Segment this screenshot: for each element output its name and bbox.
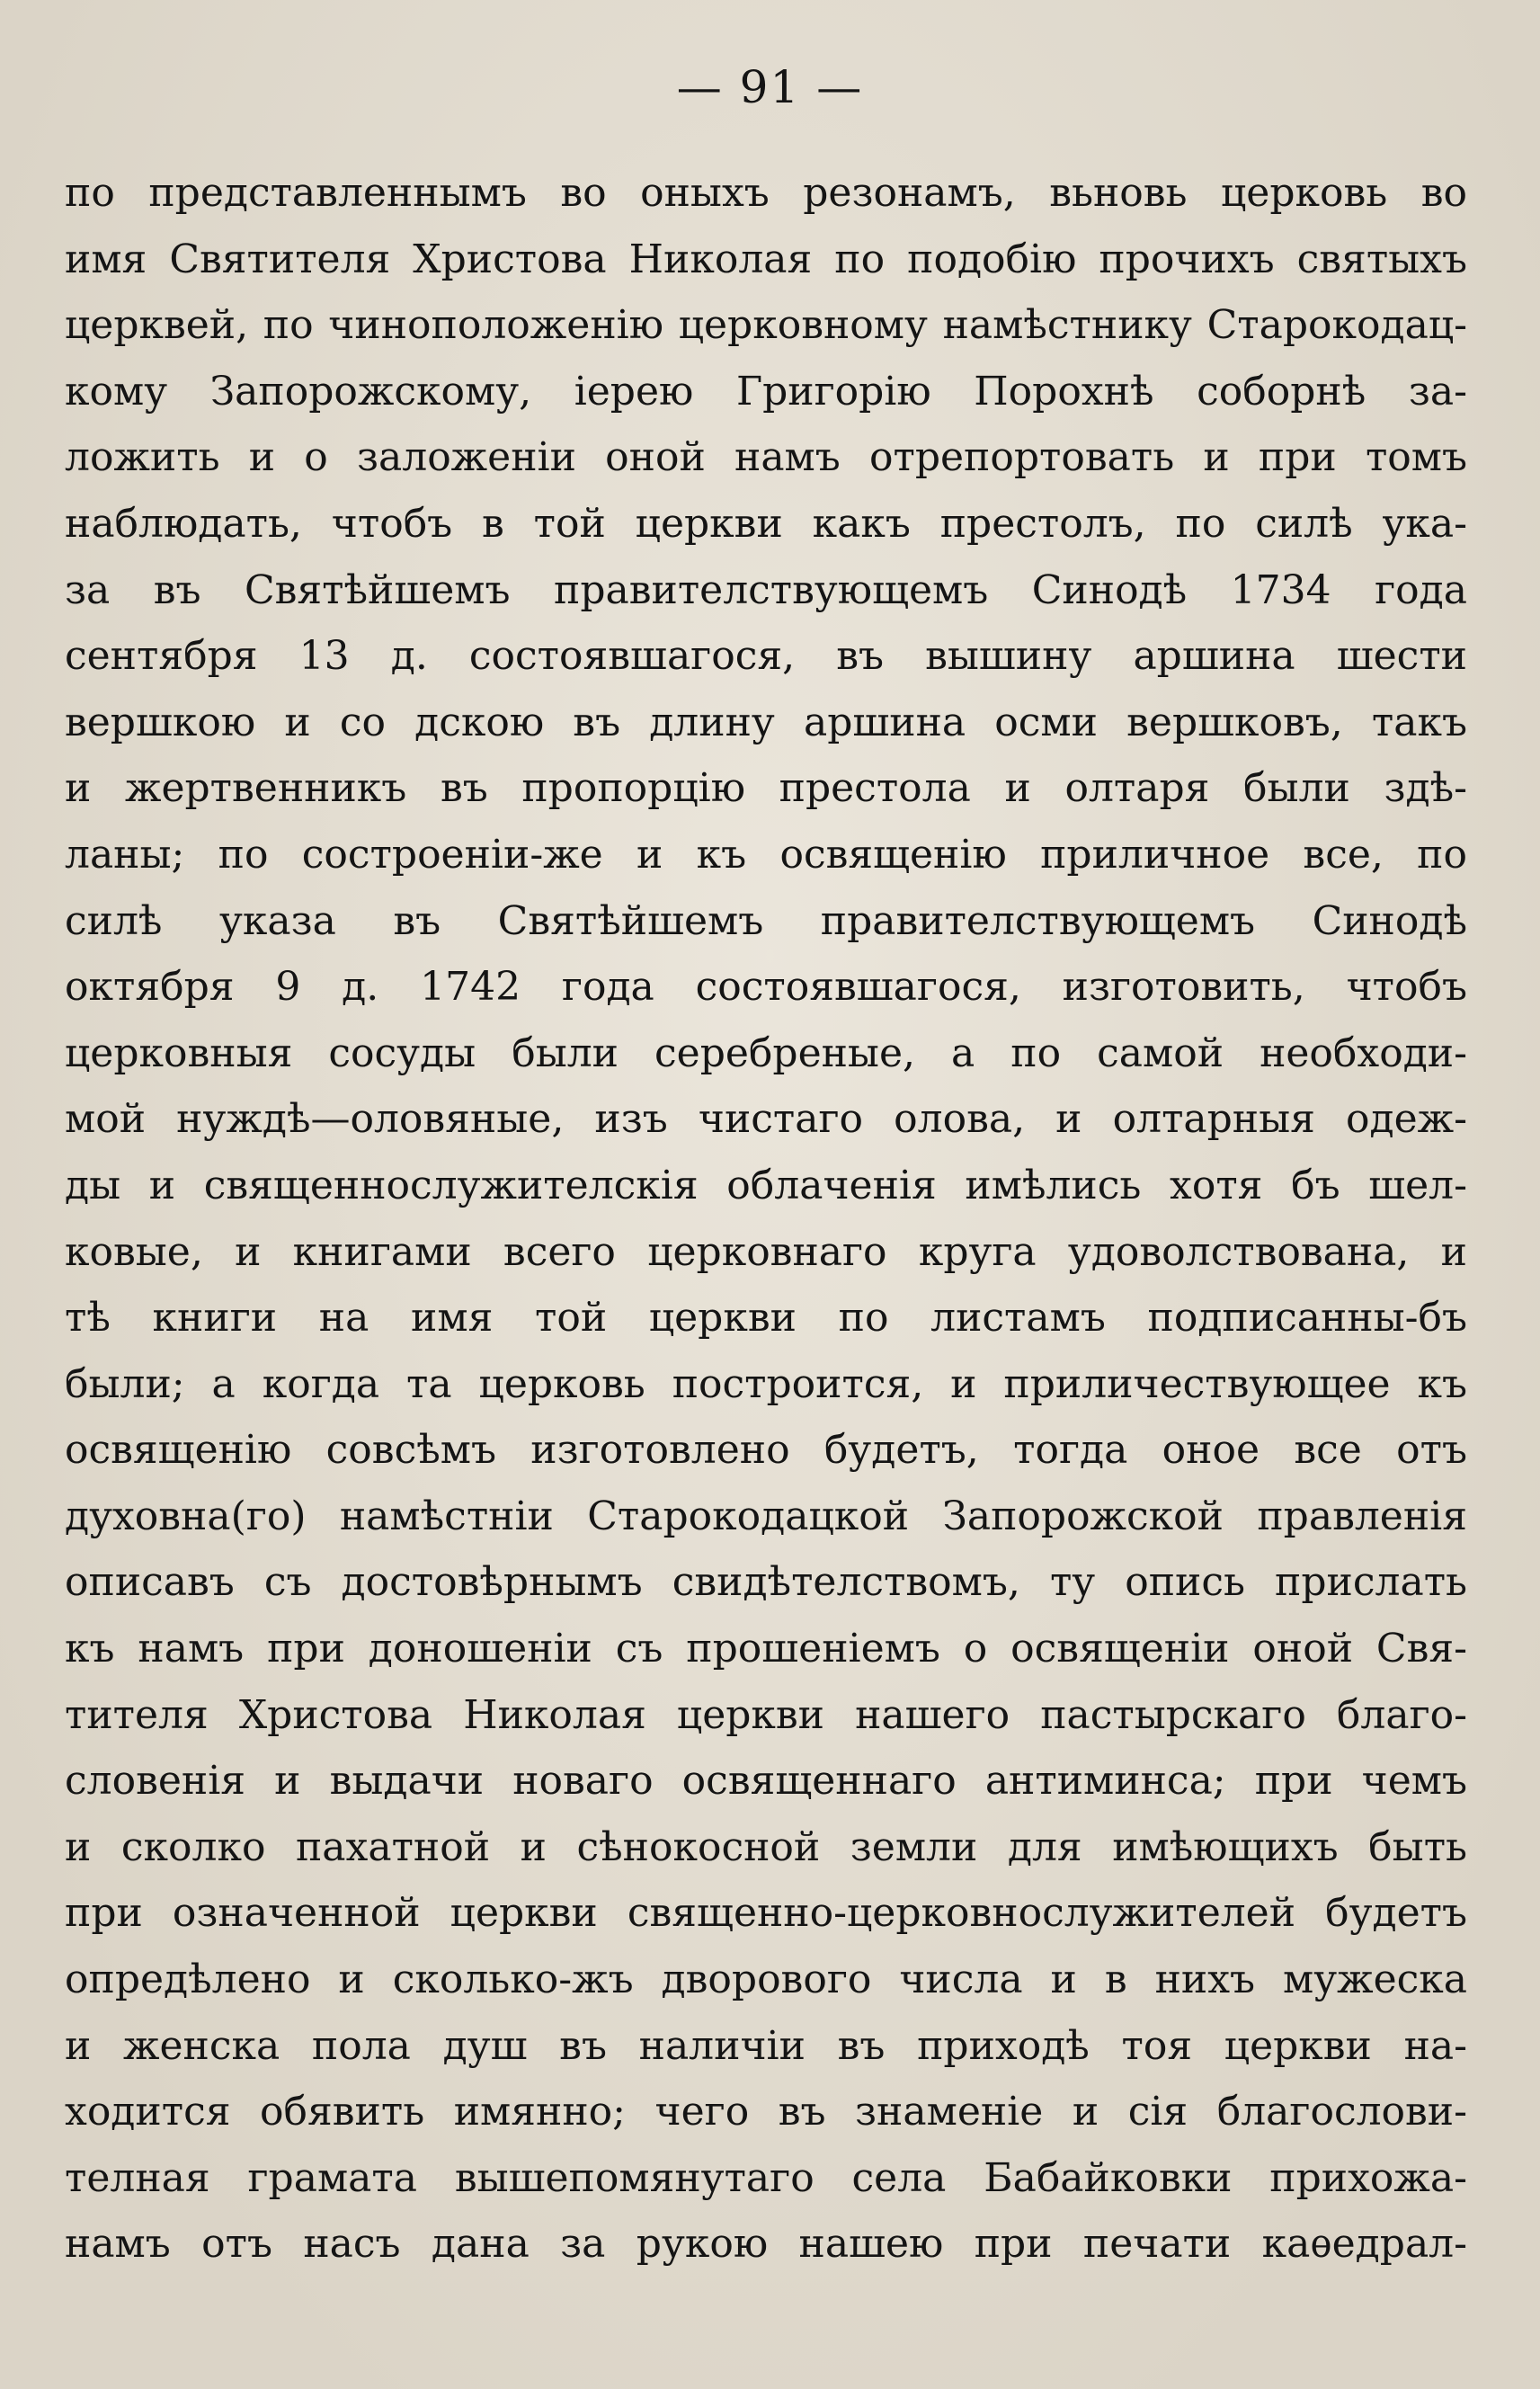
text-line: вершкою и со дскою въ длину аршина осми вершковъ, такъ xyxy=(65,699,1467,745)
text-line: намъ отъ насъ дана за рукою нашею при печати каѳедрал- xyxy=(65,2221,1467,2268)
text-line: церковныя сосуды были серебреные, а по самой необходи- xyxy=(65,1030,1467,1076)
text-line: и жертвенникъ въ пропорцію престола и олтаря были здѣ- xyxy=(65,765,1467,812)
text-line: мой нуждѣ—оловяные, изъ чистаго олова, и олтарныя одеж- xyxy=(65,1096,1467,1143)
text-line: къ намъ при доношеніи съ прошеніемъ о освященіи оной Свя- xyxy=(65,1626,1467,1672)
text-line: ды и священнослужителскія облаченія имѣлись хотя бъ шел- xyxy=(65,1162,1467,1208)
text-line: словенія и выдачи новаго освященнаго антиминса; при чемъ xyxy=(65,1758,1467,1805)
text-line: за въ Святѣйшемъ правителствующемъ Синодѣ 1734 года xyxy=(65,566,1467,613)
text-line: октября 9 д. 1742 года состоявшагося, изготовить, чтобъ xyxy=(65,964,1467,1011)
text-line: силѣ указа въ Святѣйшемъ правителствующемъ Синодѣ xyxy=(65,897,1467,944)
text-line: по представленнымъ во оныхъ резонамъ, вьновь церковь во xyxy=(65,170,1467,216)
text-line: сентября 13 д. состоявшагося, въ вышину аршина шести xyxy=(65,633,1467,680)
text-line: имя Святителя Христова Николая по подобію прочихъ святыхъ xyxy=(65,236,1467,282)
text-line: церквей, по чиноположенію церковному намѣстнику Старокодац- xyxy=(65,302,1467,349)
text-line: ходится обявить имянно; чего въ знаменіе и сія благослови- xyxy=(65,2089,1467,2135)
text-line: описавъ съ достовѣрнымъ свидѣтелствомъ, ту опись прислать xyxy=(65,1559,1467,1606)
text-line: опредѣлено и сколько-жъ дворового числа и в нихъ мужеска xyxy=(65,1957,1467,2003)
text-line: ложить и о заложеніи оной намъ отрепортовать и при томъ xyxy=(65,434,1467,481)
body-text xyxy=(65,160,1467,2278)
text-line: тителя Христова Николая церкви нашего пастырскаго благо- xyxy=(65,1691,1467,1738)
text-line: были; а когда та церковь построится, и приличествующее къ xyxy=(65,1360,1467,1407)
text-line: и сколко пахатной и сѣнокосной земли для имѣющихъ быть xyxy=(65,1823,1467,1870)
text-line: при означенной церкви священно-церковнослужителей будетъ xyxy=(65,1890,1467,1937)
text-line: кому Запорожскому, іерею Григорію Порохнѣ соборнѣ за- xyxy=(65,368,1467,415)
text-line: ковые, и книгами всего церковнаго круга удоволствована, и xyxy=(65,1228,1467,1275)
text-line: духовна(го) намѣстніи Старокодацкой Запорожской правленія xyxy=(65,1493,1467,1539)
text-line: ланы; по состроеніи-же и къ освященію приличное все, по xyxy=(65,831,1467,878)
text-line: телная грамата вышепомянутаго села Бабайковки прихожа- xyxy=(65,2154,1467,2201)
page-number: — 91 — xyxy=(676,61,864,113)
text-line: и женска пола душ въ наличіи въ приходѣ тоя церкви на- xyxy=(65,2022,1467,2069)
text-line: освященію совсѣмъ изготовлено будетъ, тогда оное все отъ xyxy=(65,1427,1467,1474)
text-line: наблюдать, чтобъ в той церкви какъ престолъ, по силѣ ука- xyxy=(65,500,1467,547)
text-line: тѣ книги на имя той церкви по листамъ подписанны-бъ xyxy=(65,1295,1467,1342)
